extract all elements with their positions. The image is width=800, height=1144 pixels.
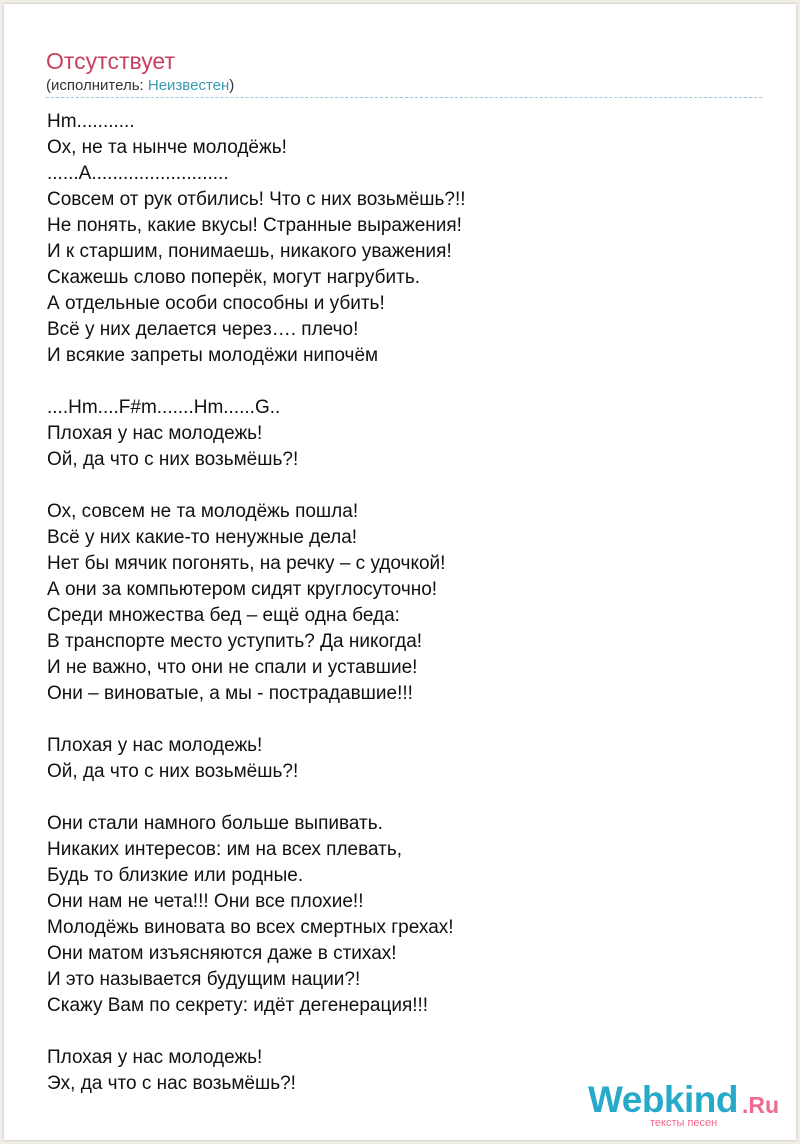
lyric-line: Ой, да что с них возьмёшь?! (47, 761, 299, 782)
lyrics-page (4, 4, 796, 1140)
lyric-line (47, 473, 747, 499)
lyric-line: Эх, да что с нас возьмёшь?! (47, 1073, 296, 1094)
lyric-line: В транспорте место уступить? Да никогда! (47, 631, 423, 652)
lyric-line: ......A.......................... (47, 163, 229, 184)
lyric-line: И не важно, что они не спали и уставшие! (47, 657, 418, 678)
lyric-line: Всё у них делается через…. плечо! (47, 319, 359, 340)
lyric-line: Ох, не та нынче молодёжь! (47, 137, 287, 158)
lyric-line: Плохая у нас молодежь! (47, 1047, 263, 1068)
lyric-line (47, 1019, 747, 1045)
logo-tagline: тексты песен (650, 1117, 718, 1129)
lyric-line (47, 785, 747, 811)
site-logo[interactable] (588, 1080, 788, 1132)
lyric-line: Скажешь слово поперёк, могут нагрубить. (47, 267, 420, 288)
lyrics-text (47, 109, 747, 1097)
lyric-line: Ой, да что с них возьмёшь?! (47, 449, 299, 470)
lyric-line: Среди множества бед – ещё одна беда: (47, 605, 400, 626)
lyric-line (47, 369, 747, 395)
lyric-line: Совсем от рук отбились! Что с них возьмёшь?!! (47, 189, 466, 210)
lyric-line: Плохая у нас молодежь! (47, 423, 263, 444)
lyric-line (47, 707, 747, 733)
artist-link[interactable]: Неизвестен (147, 77, 230, 94)
lyric-line: Плохая у нас молодежь! (47, 735, 263, 756)
logo-name: Webkind (588, 1079, 738, 1120)
lyric-line: А отдельные особи способны и убить! (47, 293, 385, 314)
lyric-line: И к старшим, понимаешь, никакого уважения! (47, 241, 452, 262)
song-title: Отсутствует (46, 48, 175, 74)
lyric-line: Не понять, какие вкусы! Странные выражения! (47, 215, 462, 236)
lyric-line: ....Hm....F#m.......Hm......G.. (47, 397, 281, 418)
lyric-line: Будь то близкие или родные. (47, 865, 304, 886)
artist-prefix: (исполнитель: (46, 77, 148, 94)
lyric-line: Они матом изъясняются даже в стихах! (47, 943, 397, 964)
lyric-line: Они нам не чета!!! Они все плохие!! (47, 891, 364, 912)
lyric-line: Нет бы мячик погонять, на речку – с удочкой! (47, 553, 446, 574)
artist-suffix: ) (229, 77, 235, 94)
lyric-line: Hm........... (47, 111, 135, 132)
logo-domain: .Ru (742, 1092, 780, 1118)
lyric-line: И это называется будущим нации?! (47, 969, 361, 990)
lyric-line: Скажу Вам по секрету: идёт дегенерация!!! (47, 995, 429, 1016)
artist-line (46, 77, 234, 95)
lyric-line: Молодёжь виновата во всех смертных грехах! (47, 917, 454, 938)
title-divider (46, 97, 762, 98)
lyric-line: Ох, совсем не та молодёжь пошла! (47, 501, 359, 522)
lyric-line: Всё у них какие-то ненужные дела! (47, 527, 358, 548)
lyric-line: А они за компьютером сидят круглосуточно! (47, 579, 438, 600)
lyric-line: Они – виноватые, а мы - пострадавшие!!! (47, 683, 413, 704)
lyric-line: Они стали намного больше выпивать. (47, 813, 383, 834)
lyric-line: И всякие запреты молодёжи нипочём (47, 345, 379, 366)
lyric-line: Никаких интересов: им на всех плевать, (47, 839, 403, 860)
